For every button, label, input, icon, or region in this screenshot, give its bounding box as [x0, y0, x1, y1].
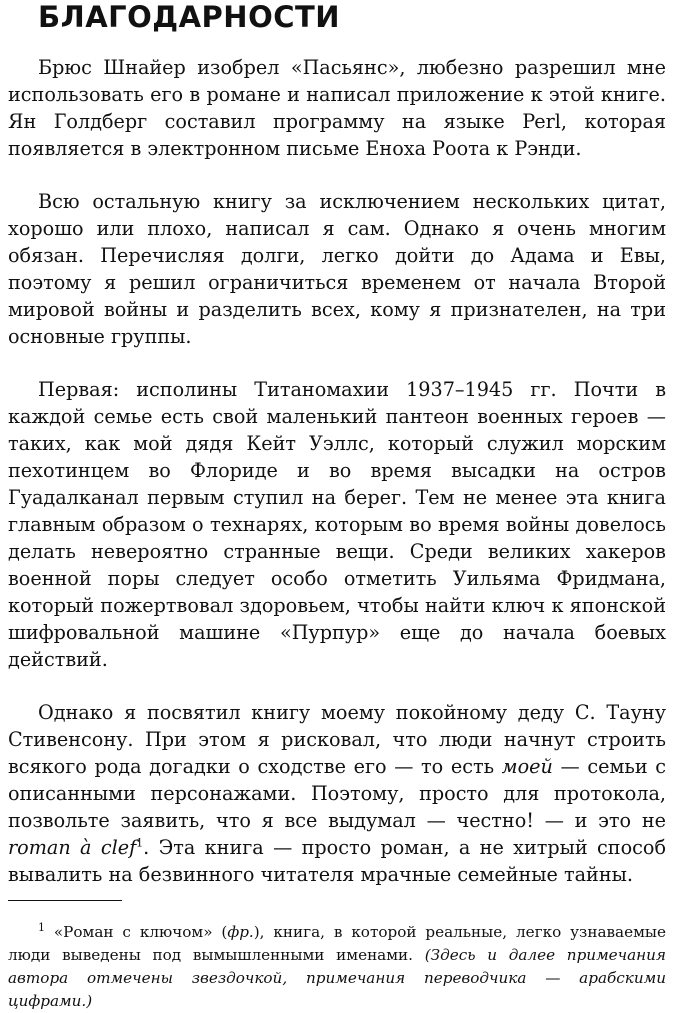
paragraph-4: [8, 699, 666, 888]
footnote-reference[interactable]: 1: [136, 836, 144, 850]
footnote-text-a: «Роман с ключом» (: [45, 923, 228, 942]
footnote-mark: 1: [38, 921, 45, 935]
footnote-translator-note: (Здесь и далее примечания автора отмечены звездочкой, примечания переводчика — арабскими цифрами.): [8, 946, 666, 1011]
paragraph-1: Брюс Шнайер изобрел «Пасьянс», любезно разрешил мне использовать его в романе и написал приложение к этой книге. Ян Голдберг составил программу на языке Perl, которая появляется в электронном письме Еноха Роота к Рэнди.: [8, 56, 666, 160]
footnote-text-b: ), книга, в которой реальные, легко узнаваемые люди выведены под вымышленными именами.: [8, 923, 666, 965]
page-title: БЛАГОДАРНОСТИ: [38, 0, 341, 34]
footnote-emphasis-fr: фр.: [227, 923, 254, 942]
paragraph-4-text-b: — семьи с описанными персонажами. Поэтому, просто для протокола, позвольте заявить, что я все выдумал — честно! — и это не: [8, 755, 666, 832]
emphasis-roman-a-clef: roman à clef: [8, 836, 137, 859]
paragraph-2: Всю остальную книгу за исключением нескольких цитат, хорошо или плохо, написал я сам. Однако я очень многим обязан. Перечисляя долги, легко дойти до Адама и Евы, поэтому я решил ограничиться временем от начала Второй мировой войны и разделить всех, кому я признателен, на три основные группы.: [8, 190, 666, 348]
emphasis-my: моей: [501, 755, 553, 778]
paragraph-3: Первая: исполины Титаномахии 1937–1945 гг. Почти в каждой семье есть свой маленький пантеон военных героев — таких, как мой дядя Кейт Уэллс, который служил морским пехотинцем во Флориде и во время высадки на остров Гуадалканал первым ступил на берег. Тем не менее эта книга главным образом о технарях, которым во время войны довелось делать невероятно странные вещи. Среди великих хакеров военной поры следует особо отметить Уильяма Фридмана, который пожертвовал здоровьем, чтобы найти ключ к японской шифровальной машине «Пурпур» еще до начала боевых действий.: [8, 378, 666, 671]
paragraph-4-text-c: . Эта книга — просто роман, а не хитрый способ вывалить на безвинного читателя мрачные семейные тайны.: [8, 836, 666, 886]
footnote: [8, 921, 666, 1013]
paragraph-4-text-a: Однако я посвятил книгу моему покойному деду С. Тауну Стивенсону. При этом я рисковал, что люди начнут строить всякого рода догадки о сходстве его — то есть: [8, 701, 666, 778]
footnote-divider: [8, 900, 122, 901]
